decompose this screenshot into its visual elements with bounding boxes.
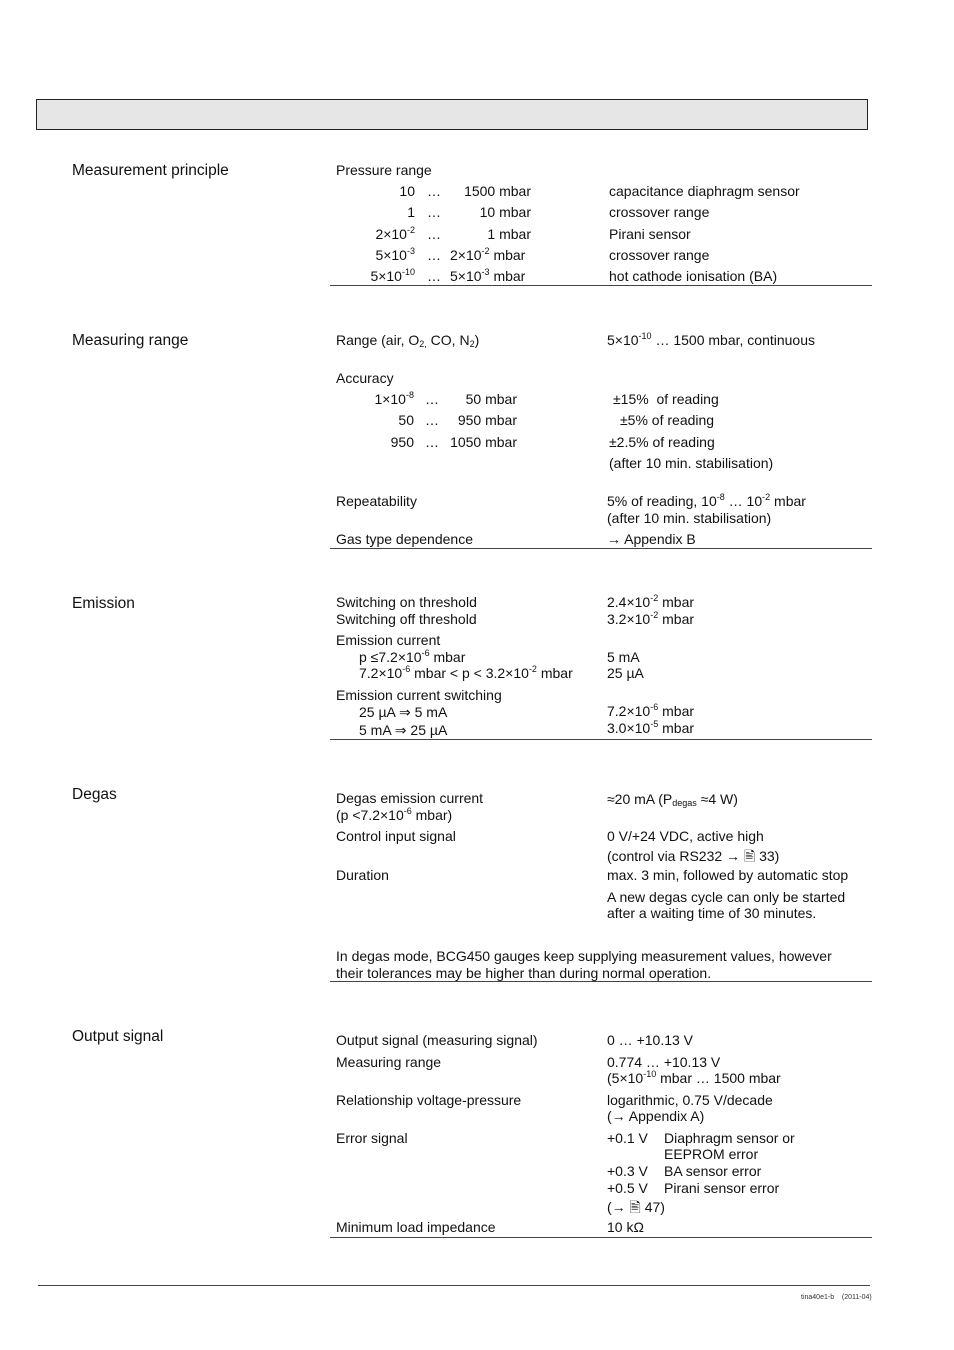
degas-current-label: Degas emission current [336,790,484,806]
emission-switching-label: Emission current switching [336,687,502,703]
relationship-note: (→ Appendix A) [607,1108,705,1124]
section-divider [330,1237,872,1238]
measuring-range-value: 0.774 … +10.13 V [607,1054,721,1070]
degas-current-value: ≈20 mA ($P_{degas} \approx 4$ W) [607,791,738,808]
section-title-measurement-principle: Measurement principle [72,162,229,179]
degas-mode-note: In degas mode, BCG450 gauges keep supplying measurement values, however [336,948,832,964]
emission-current-cond: $7.2\times 10^{-6}$ mbar < $p < 3.2\times 10^{-2}$ mbar [359,664,573,681]
section-divider [330,981,872,982]
emission-current-cond: $p \le 7.2\times 10^{-6}$ mbar [359,648,466,665]
emission-switching-value: $7.2\times 10^{-6}$ mbar [607,702,695,719]
control-input-note: (control via RS232 → 🖹 33) [607,848,780,864]
section-divider [330,548,872,549]
gas-type-label: Gas type dependence [336,531,473,547]
load-impedance-value: 10 kΩ [607,1219,644,1235]
duration-label: Duration [336,867,389,883]
control-input-value: 0 V/+24 VDC, active high [607,828,764,844]
range-label: Range (air, $O_{2,}$ CO, $N_2$) [336,332,480,349]
error-signal-note: (→ 🖹 47) [607,1199,665,1215]
emission-current-value: 5 mA [607,649,640,665]
output-signal-value: 0 … +10.13 V [607,1032,694,1048]
switch-off-label: Switching off threshold [336,611,477,627]
footer-divider [38,1285,870,1286]
accuracy-label: Accuracy [336,370,394,386]
load-impedance-label: Minimum load impedance [336,1219,496,1235]
emission-current-value: 25 µA [607,665,644,681]
duration-value: max. 3 min, followed by automatic stop [607,867,849,883]
relationship-label: Relationship voltage-pressure [336,1092,522,1108]
header-bar [36,99,868,130]
gas-type-value: → Appendix B [607,531,696,547]
switch-on-label: Switching on threshold [336,594,477,610]
repeatability-label: Repeatability [336,493,417,509]
measuring-range-label: Measuring range [336,1054,442,1070]
switch-off-value: $3.2\times 10^{-2}$ mbar [607,610,695,627]
footer-doc-code: tina40e1-b (2011-04) [801,1294,872,1301]
emission-switching-cond: 5 mA ⇒ 25 µA [359,722,448,738]
pressure-range-label: Pressure range [336,162,432,178]
range-value: $5\times 10^{-10}$ … 1500 mbar, continuous [607,331,815,348]
degas-current-condition: ($p <7.2\times 10^{-6}$ mbar) [336,806,453,823]
section-title-output-signal: Output signal [72,1028,164,1045]
repeatability-note: (after 10 min. stabilisation) [607,510,772,526]
section-divider [330,739,872,740]
degas-mode-note: their tolerances may be higher than during normal operation. [336,965,712,981]
accuracy-note: (after 10 min. stabilisation) [609,455,774,471]
section-divider [330,285,872,286]
section-title-degas: Degas [72,786,117,803]
section-title-emission: Emission [72,595,135,612]
emission-current-label: Emission current [336,632,441,648]
emission-switching-cond: 25 µA ⇒ 5 mA [359,704,448,720]
duration-note: A new degas cycle can only be started [607,889,846,905]
duration-note: after a waiting time of 30 minutes. [607,905,817,921]
emission-switching-value: $3.0\times 10^{-5}$ mbar [607,719,695,736]
section-title-measuring-range: Measuring range [72,332,189,349]
repeatability-value: 5% of reading, $10^{-8}$ … $10^{-2}$ mbar [607,492,806,509]
relationship-value: logarithmic, 0.75 V/decade [607,1092,773,1108]
measuring-range-note: ($5\times 10^{-10}$ mbar … 1500 mbar [607,1069,781,1086]
output-signal-label: Output signal (measuring signal) [336,1032,538,1048]
switch-on-value: $2.4\times 10^{-2}$ mbar [607,593,695,610]
error-signal-label: Error signal [336,1130,408,1146]
control-input-label: Control input signal [336,828,456,844]
